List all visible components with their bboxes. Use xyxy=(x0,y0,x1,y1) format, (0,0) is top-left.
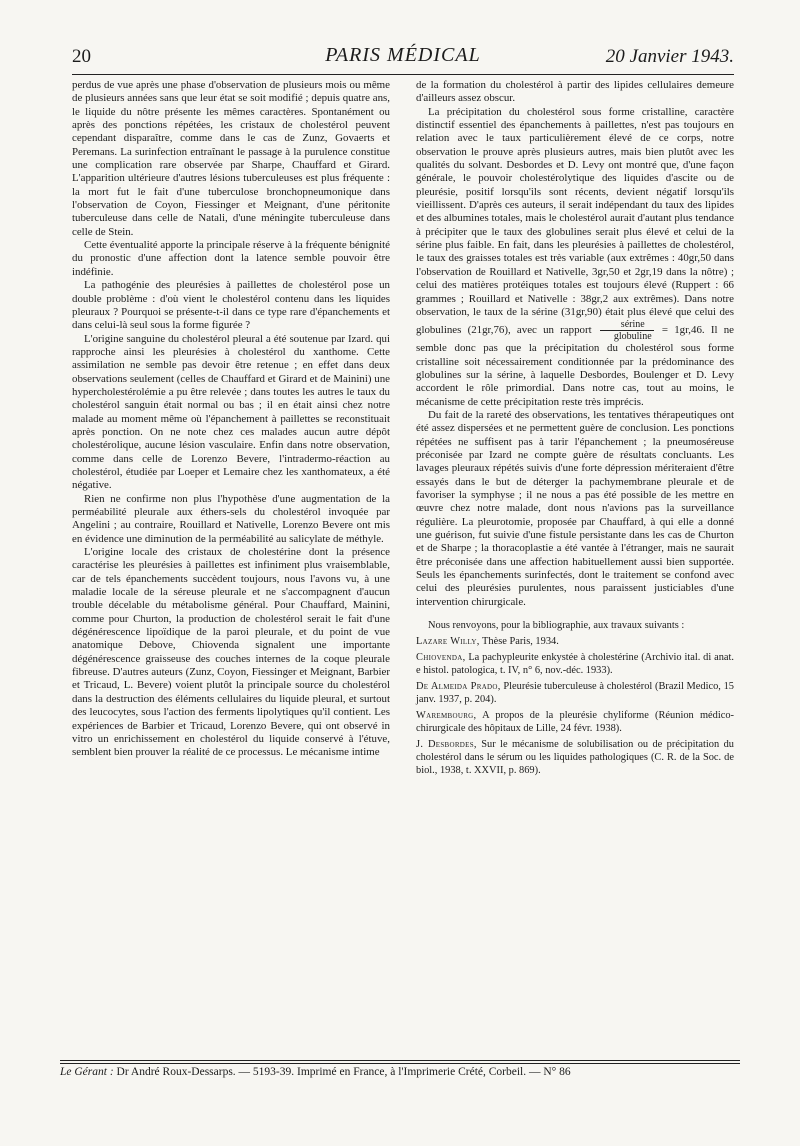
paragraph: Du fait de la rareté des observations, les tentatives thérapeutiques ont été assez dispersées et ne permettent guère de conclusion. Les ponctions répétées ne suffisent pas à tarir l'épanchement ; la pneumoséreuse préconisée par Izard ne compte guère de résultats concluants. Les lavages pleuraux répétés suivis d'une forte dépression mériteraient d'être essayés dans le but de déterger la pachymembrane pleurale et de favoriser la symphyse ; il ne nous a pas été possible de les mettre en œuvre chez notre malade, dont nous n'avions pas la surveillance régulière. La pleurotomie, proposée par Chauffard, à qui elle a donné une guérison, fut suivie d'une fistule persistante dans les cas de Churton et de Sharpe ; la thoracoplastie a été vantée à l'étranger, mais ne saurait être préconisée dans une affection habituellement aussi bien supportée. Seuls les épanchements surinfectés, dont le traitement se confond avec celui des pleurésies purulentes, nous paraissent justiciables d'une intervention chirurgicale. xyxy=(416,408,734,608)
bib-text: Sur le mécanisme de solubilisation ou de précipitation du cholestérol dans le sérum ou les liquides pathologiques (C. R. de la Soc. de biol., 1938, t. XXVII, p. 869). xyxy=(416,739,734,777)
bib-author: Warembourg, xyxy=(416,710,477,722)
ratio-fraction xyxy=(600,319,654,342)
bib-text: Thèse Paris, 1934. xyxy=(479,636,559,648)
paragraph: Rien ne confirme non plus l'hypothèse d'une augmentation de la perméabilité pleurale aux éthers-sels du cholestérol invoquée par Angelini ; au contraire, Rouillard et Nativelle, Lorenzo Bevere ont mis en évidence une diminution de la perméabilité au salicylate de méthyle. xyxy=(72,492,390,545)
paragraph: perdus de vue après une phase d'observation de plusieurs mois ou même de plusieurs années sans que leur état se soit modifié ; depuis quatre ans, le liquide du nôtre présente les mêmes caractères. Spontanément ou après des ponctions répétées, les cristaux de cholestérol peuvent cependant disparaître, comme dans le cas de Zunz, Govaerts et Peremans. La surinfection entraînant le passage à la purulence constitue une complication rare observée par Sharpe, Chauffard et Girard. L'apparition ultérieure d'autres lésions tuberculeuses est plus fréquente : la mort fut le fait d'une tuberculose bronchopneumonique dans l'observation de Coyon, Fiessinger et Meignant, d'une péritonite tuberculeuse dans celle de Natali, d'une méningite tuberculeuse dans celle de Stein. xyxy=(72,79,390,238)
paragraph-with-ratio xyxy=(416,106,734,409)
paragraph: L'origine sanguine du cholestérol pleural a été soutenue par Izard. qui rapproche ainsi les pleurésies à cholestérol du xanthome. Cette assimilation ne semble pas devoir être retenue ; en effet dans deux observations seulement (celles de Chauffard et Girard et de Mainini) une hypercholestérolémie a pu être relevée ; dans toutes les autres le taux du cholestérol sanguin était normal ou bas ; il en était ainsi chez notre malade au moment même où l'épanchement à paillettes se reconstituait après ponction. On ne note chez ces malades aucun autre dépôt cholestérolique, aucune lésion vasculaire. Enfin dans notre observation, comme dans celle de Lorenzo Bevere, l'intradermo-réaction au cholestérol, étudiée par Loeper et Lemaire chez les xanthomateux, a été négative. xyxy=(72,332,390,492)
bib-author: Chiovenda, xyxy=(416,652,466,664)
paragraph: La pathogénie des pleurésies à paillettes de cholestérol pose un double problème : d'où vient le cholestérol contenu dans les liquides pleuraux ? Pourquoi se présente-t-il dans ce type rare d'épanchements et dans celui-là seul sous la forme figurée ? xyxy=(72,279,390,332)
right-column xyxy=(416,79,734,780)
page-number: 20 xyxy=(72,46,91,67)
bib-author: Lazare Willy, xyxy=(416,636,480,648)
paragraph-text: La précipitation du cholestérol sous forme cristalline, caractère distinctif essentiel des épanchements à paillettes, n'est pas toujours en relation avec le taux particulièrement élevé de ce corps, notre observation le prouve après plusieurs autres, mais bien plutôt avec les qualités du solvant. Desbordes et D. Levy ont montré que, d'une façon générale, le pouvoir cholestérolytique des liquides d'ascite ou de pleurésie, positif lorsqu'ils sont récents, devient négatif lorsqu'ils vieillissent. D'après ces auteurs, il serait indépendant du taux des lipides et des albumines totales, mais le cholestérol aurait d'autant plus tendance à précipiter que le taux des globulines serait plus élevé et celui de la sérine plus faible. En fait, dans les pleurésies à paillettes de cholestérol, le taux des graisses totales est très variable (aux extrêmes : 40gr,50 dans l'observation de Rouillard et Nativelle, 3gr,50 et 2gr,19 dans la nôtre) ; celui des matières protéiques totales est toujours élevé (Ruppert : 66 grammes ; Rouillard et Nativelle : 38gr,2 aux extrêmes). Dans notre observation, le taux de la sérine (31gr,90) était plus élevé que celui des globulines (21gr,76), avec un rapport xyxy=(416,105,734,337)
bibliography-entry xyxy=(416,680,734,706)
bibliography-entry xyxy=(416,738,734,777)
fraction-numerator: sérine xyxy=(600,319,654,331)
footer-rule xyxy=(60,1063,740,1064)
bib-author: De Almeida Prado, xyxy=(416,681,501,693)
bibliography-entry xyxy=(416,651,734,677)
bib-text: A propos de la pleurésie chyliforme (Réunion médico-chirurgicale des hôpitaux de Lille, 24 févr. 1938). xyxy=(416,710,734,735)
bibliography xyxy=(416,619,734,777)
issue-date: 20 Janvier 1943. xyxy=(605,46,734,67)
paragraph: de la formation du cholestérol à partir des lipides cellulaires demeure d'ailleurs assez obscur. xyxy=(416,79,734,105)
bibliography-entry xyxy=(416,709,734,735)
page-header xyxy=(72,44,734,70)
bibliography-intro: Nous renvoyons, pour la bibliographie, aux travaux suivants : xyxy=(428,620,685,632)
footer-label: Le Gérant : xyxy=(60,1066,114,1078)
footer-rule xyxy=(60,1060,740,1061)
paragraph-text: = 1gr,46. Il ne semble donc pas que la précipitation du cholestérol sous forme cristalline soit nécessairement conditionnée par la prédominance des globulines sur la sérine, à laquelle Desbordes, Boulenger et D. Levy accordent le rôle primordial. Dans notre cas, tout au moins, le mécanisme de cette précipitation reste très imprécis. xyxy=(416,324,734,408)
bib-text: La pachypleurite enkystée à cholestérine (Archivio ital. di anat. e histol. patologica, t. IV, n° 6, nov.-déc. 1933). xyxy=(416,652,734,677)
paragraph: Cette éventualité apporte la principale réserve à la fréquente bénignité du pronostic d'une affection dont la latence semble pouvoir être indéfinie. xyxy=(72,239,390,278)
header-rule xyxy=(72,74,734,75)
journal-title: PARIS MÉDICAL xyxy=(325,44,481,66)
bibliography-entry xyxy=(416,635,734,648)
bib-author: J. Desbordes, xyxy=(416,739,477,751)
page-footer xyxy=(60,1066,740,1078)
paragraph: L'origine locale des cristaux de cholestérine dont la présence caractérise les pleurésies à paillettes est infiniment plus vraisemblable, car de tels épanchements succèdent toujours, nous l'avons vu, à une maladie locale de la séreuse pleurale et ne s'accompagnent d'aucun trouble décelable du métabolisme général. Pour Chauffard, Mainini, comme pour Churton, la production de cholestérol serait le fait d'une dégénérescence lipoïdique de la paroi pleurale, et du point de vue anatomique Debove, Chiovenda signalent une importante dégénérescence graisseuse des couches internes de la coque pleurale fibreuse. D'autres auteurs (Zunz, Coyon, Fiessinger et Meignant, Barbier et Tricaud, L. Bevere) voient plutôt la principale source du cholestérol dans la destruction des éléments cellulaires du liquide pleural, et surtout des leucocytes, sous l'action des ferments lipolytiques qu'il contient. Les expériences de Barbier et Tricaud, Lorenzo Bevere, qui ont observé in vitro un enrichissement en cholestérol du liquide conservé à l'étuve, semblent bien prouver la réalité de ce processus. Le mécanisme intime xyxy=(72,546,390,759)
bib-text: Pleurésie tuberculeuse à cholestérol (Brazil Medico, 15 janv. 1937, p. 204). xyxy=(416,681,734,706)
footer-text: Dr André Roux-Dessarps. — 5193-39. Imprimé en France, à l'Imprimerie Crété, Corbeil. — N° 86 xyxy=(113,1066,571,1078)
fraction-denominator: globuline xyxy=(613,331,652,343)
left-column xyxy=(72,79,390,760)
